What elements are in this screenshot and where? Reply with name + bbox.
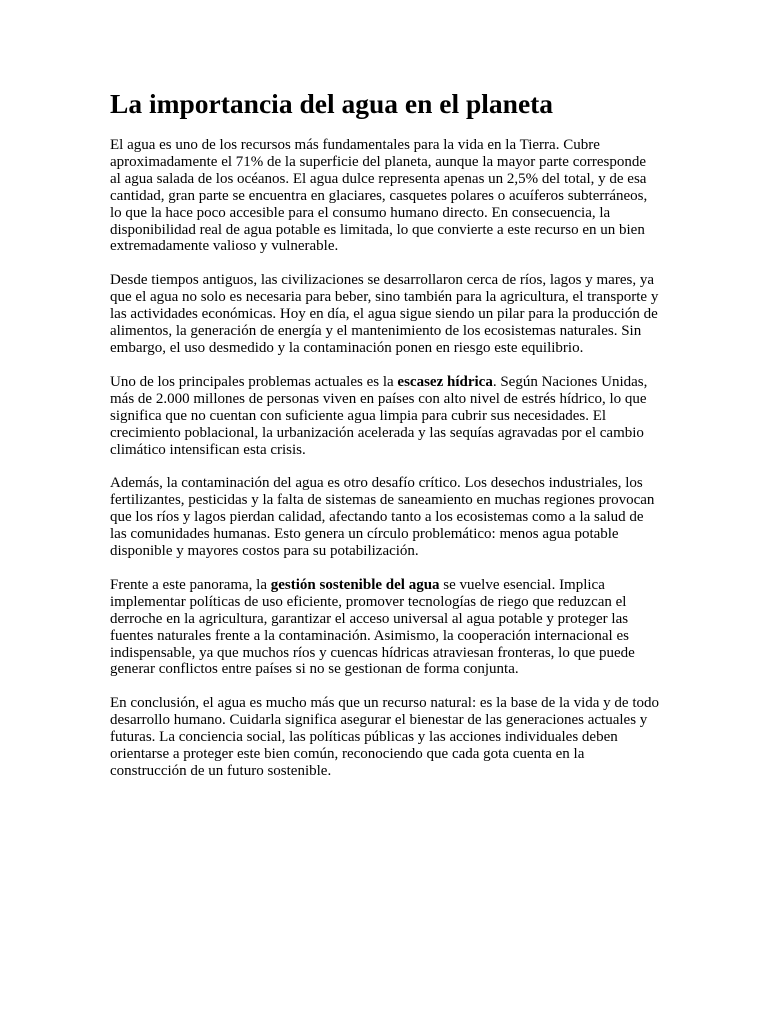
paragraph-text: Frente a este panorama, la <box>110 576 271 593</box>
paragraph-pollution: Además, la contaminación del agua es otro desafío crítico. Los desechos industriales, los fertilizantes, pesticidas y la falta de sistemas de saneamiento en muchas regiones provocan que los ríos y lagos pierdan calidad, afectando tanto a los ecosistemas como a la salud de las comunidades humanas. Esto genera un círculo problemático: menos agua potable disponible y mayores costos para su potabilización. <box>110 475 655 560</box>
paragraph-history: Desde tiempos antiguos, las civilizaciones se desarrollaron cerca de ríos, lagos y mares, ya que el agua no solo es necesaria para beber, sino también para la agricultura, el transporte y las actividades económicas. Hoy en día, el agua sigue siendo un pilar para la producción de alimentos, la generación de energía y el mantenimiento de los ecosistemas naturales. Sin embargo, el uso desmedido y la contaminación ponen en riesgo este equilibrio. <box>110 272 659 356</box>
bold-term-water-scarcity: escasez hídrica <box>397 373 493 390</box>
paragraph-intro: El agua es uno de los recursos más fundamentales para la vida en la Tierra. Cubre aproximadamente el 71% de la superficie del planeta, aunque la mayor parte corresponde al agua salada de los océanos. El agua dulce representa apenas un 2,5% del total, y de esa cantidad, gran parte se encuentra en glaciares, casquetes polares o acuíferos subterráneos, lo que la hace poco accesible para el consumo humano directo. En consecuencia, la disponibilidad real de agua potable es limitada, lo que convierte a este recurso en un bien extremadamente valioso y vulnerable. <box>110 137 648 255</box>
paragraph-conclusion: En conclusión, el agua es mucho más que un recurso natural: es la base de la vida y de todo desarrollo humano. Cuidarla significa asegurar el bienestar de las generaciones actuales y futuras. La conciencia social, las políticas públicas y las acciones individuales deben orientarse a proteger este bien común, reconociendo que cada gota cuenta en la construcción de un futuro sostenible. <box>110 695 659 779</box>
document-title: La importancia del agua en el planeta <box>110 88 554 119</box>
paragraph-water-scarcity <box>110 374 660 459</box>
document-page <box>110 88 660 797</box>
paragraph-text: Uno de los principales problemas actuales es la <box>110 373 398 390</box>
paragraph-text: se vuelve esencial. Implica implementar políticas de uso eficiente, promover tecnologías de riego que reduzcan el derroche en la agricultura, garantizar el acceso universal al agua potable y proteger las fuentes naturales frente a la contaminación. Asimismo, la cooperación internacional es indispensable, ya que muchos ríos y cuencas hídricas atraviesan fronteras, lo que puede generar conflictos entre países si no se gestionan de forma conjunta. <box>110 576 635 678</box>
bold-term-sustainable-management: gestión sostenible del agua <box>270 576 440 593</box>
paragraph-sustainable-management <box>110 577 660 678</box>
paragraph-text: . Según Naciones Unidas, más de 2.000 millones de personas viven en países con alto nivel de estrés hídrico, lo que significa que no cuentan con suficiente agua limpia para cubrir sus necesidades. El crecimiento poblacional, la urbanización acelerada y las sequías agravadas por el cambio climático intensifican esta crisis. <box>110 373 648 458</box>
